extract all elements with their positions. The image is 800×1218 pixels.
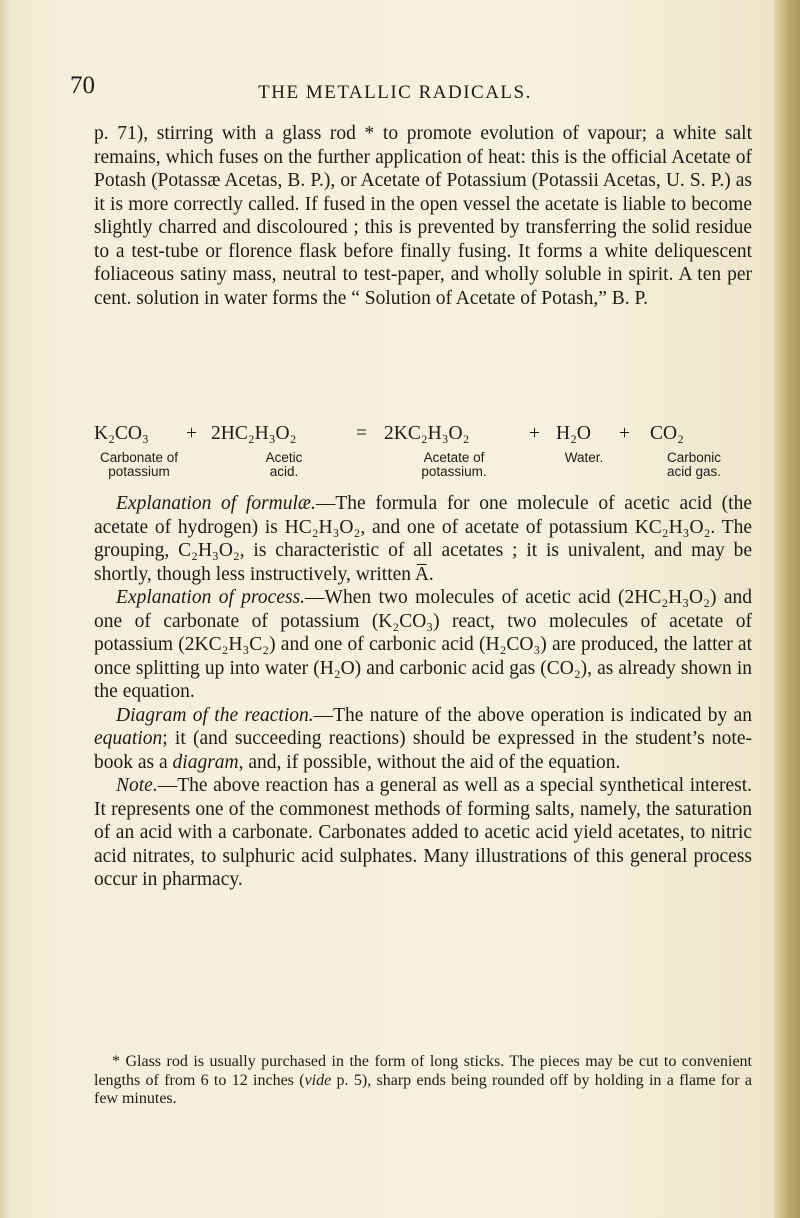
explanation-process-heading: Explanation of process. xyxy=(116,587,306,608)
explanation-process-text: —When two molecules of acetic acid (2HC₂H₃O₂) and one of carbonate of potassium (K₂CO₃) react, two molecules of acetate of potassium (2KC₂H₃C₂) and one of carbonic acid (H₂CO₃) are produced, the latter at once splitting up into water (H₂O) and carbonic acid gas (CO₂), as already shown in the equation. xyxy=(94,587,752,702)
diagram-heading: Diagram of the reaction. xyxy=(116,704,314,726)
label-line: Acetate of xyxy=(423,450,485,465)
explanation-formulae-heading: Explanation of formulæ. xyxy=(116,493,316,514)
label-line: Carbonic xyxy=(666,450,722,465)
intro-paragraph xyxy=(94,122,752,310)
term-acetic-acid: 2HC₂H₃O₂ xyxy=(211,423,297,444)
label-acetic-acid xyxy=(234,451,334,479)
plus-sign: + xyxy=(186,423,197,444)
label-line: Carbonate of xyxy=(99,450,179,465)
label-line: potassium xyxy=(108,464,170,479)
label-line: Water. xyxy=(564,450,604,465)
explanation-formulae-paragraph xyxy=(94,492,752,586)
footnote xyxy=(94,1053,752,1109)
label-carbonic-acid-gas xyxy=(639,451,749,479)
explanation-process-paragraph xyxy=(94,586,752,704)
note-text: —The above reaction has a general as well as a special synthetical interest. It represents one of the commonest methods of forming salts, namely, the saturation of an acid with a carbonate. Carbonates added to acetic acid yield acetates, to nitric acid nitrates, to sulphuric acid sulphates. Many illustrations of this general process occur in pharmacy. xyxy=(94,775,752,890)
term-carbonic-acid-gas: CO₂ xyxy=(650,423,684,444)
diagram-paragraph xyxy=(94,704,752,775)
label-line: Acetic xyxy=(265,450,303,465)
page-left-edge xyxy=(0,0,10,1218)
term-potassium-acetate: 2KC₂H₃O₂ xyxy=(384,423,470,444)
diagram-text: , and, if possible, without the aid of the equation. xyxy=(238,751,621,773)
label-line: potassium. xyxy=(421,464,487,479)
explanation-section xyxy=(94,492,752,892)
term-water: H₂O xyxy=(556,423,591,444)
label-line: acid. xyxy=(269,464,299,479)
label-potassium-acetate xyxy=(394,451,514,479)
diagram-em-equation: equation xyxy=(94,728,163,749)
page-header xyxy=(70,72,720,108)
page-number: 70 xyxy=(70,72,95,99)
label-water xyxy=(544,451,624,465)
label-potassium-carbonate xyxy=(84,451,194,479)
chemical-equation xyxy=(94,423,754,483)
footnote-em-vide: vide xyxy=(304,1071,332,1089)
footnote-text: * Glass rod is usually purchased in the form of long sticks. The pieces may be cut to convenient lengths of from 6 to 12 inches ( xyxy=(94,1053,752,1089)
footnote-text: p. 5), sharp ends being rounded off by holding in a flame for a few minutes. xyxy=(94,1071,753,1107)
diagram-em-diagram: diagram xyxy=(172,751,239,773)
note-heading: Note. xyxy=(116,775,158,796)
book-spine-edge xyxy=(774,0,800,1218)
term-potassium-carbonate: K₂CO₃ xyxy=(94,423,149,444)
label-line: acid gas. xyxy=(666,464,722,479)
equals-sign: = xyxy=(356,423,367,444)
explanation-formulae-text: —The formula for one molecule of acetic acid (the acetate of hydrogen) is HC₂H₃O₂, and one of acetate of potassium KC₂H₃O₂. The grouping, C₂H₃O₂, is characteristic of all acetates ; it is univalent, and may be shortly, though less instructively, written A̅. xyxy=(94,493,753,585)
plus-sign: + xyxy=(529,423,540,444)
footnote-paragraph xyxy=(94,1053,752,1109)
note-paragraph xyxy=(94,774,752,892)
diagram-text: ; it (and succeeding reactions) should be expressed in the student’s note-book as a xyxy=(94,728,752,773)
running-head: THE METALLIC RADICALS. xyxy=(258,82,532,103)
diagram-text: —The nature of the above operation is indicated by an xyxy=(313,704,753,726)
plus-sign: + xyxy=(619,423,630,444)
intro-text: p. 71), stirring with a glass rod * to promote evolution of vapour; a white salt remains, which fuses on the further application of heat: this is the official Acetate of Potash (Potassæ Acetas, B. P.), or Acetate of Potassium (Potassii Acetas, U. S. P.) as it is more correctly called. If fused in the open vessel the acetate is liable to become slightly charred and discoloured ; this is prevented by transferring the solid residue to a test-tube or florence flask before finally fusing. It forms a white deliquescent foliaceous satiny mass, neutral to test-paper, and wholly soluble in spirit. A ten per cent. solution in water forms the “ Solution of Acetate of Potash,” B. P. xyxy=(94,123,752,309)
